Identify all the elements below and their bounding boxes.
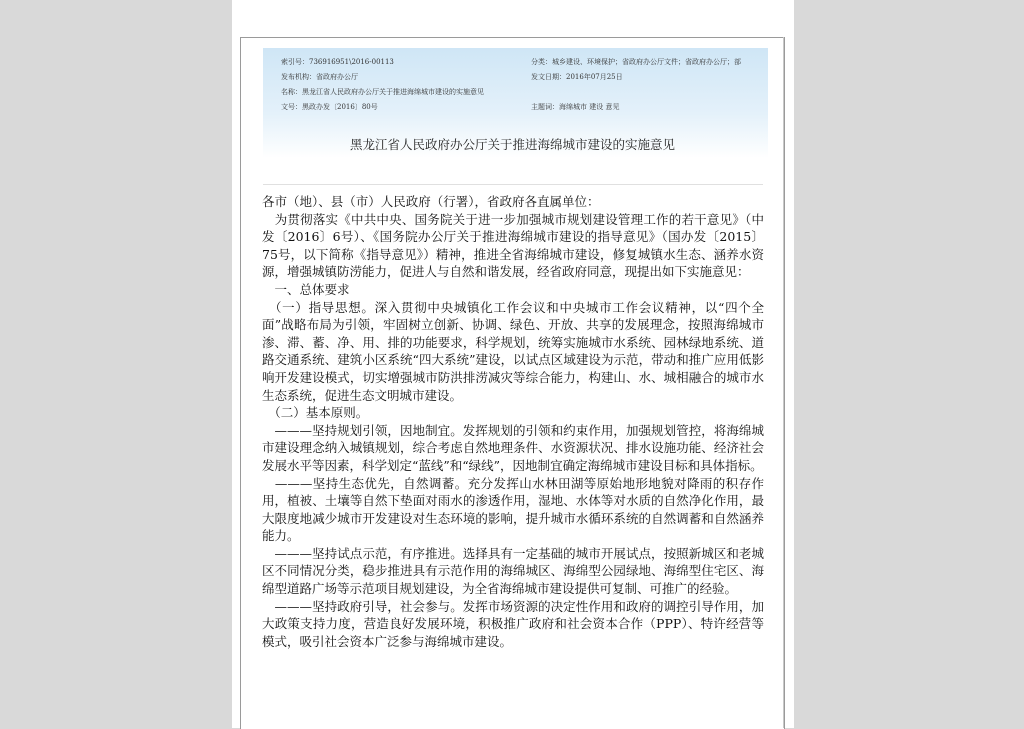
meta-date [531, 72, 623, 82]
meta-issuer [281, 72, 358, 82]
meta-name-label: 名称： [281, 88, 302, 96]
meta-subject [531, 102, 619, 112]
paragraph-guiding-ideology: （一）指导思想。深入贯彻中央城镇化工作会议和中央城市工作会议精神，以“四个全面”战略布局为引领，牢固树立创新、协调、绿色、开放、共享的发展理念，按照海绵城市渗、滞、蓄、净、用、排的功能要求，科学规划，统筹实施城市水系统、园林绿地系统、道路交通系统、建筑小区系统“四大系统”建设，以试点区域建设为示范，带动和推广应用低影响开发建设模式，切实增强城市防洪排涝减灾等综合能力，构建山、水、城相融合的城市水生态系统，促进生态文明城市建设。 [262, 299, 764, 403]
meta-index-label: 索引号： [281, 58, 309, 66]
paragraph-principle-government: ———坚持政府引导，社会参与。发挥市场资源的决定性作用和政府的调控引导作用，加大政策支持力度，营造良好发展环境，积极推广政府和社会资本合作（PPP）、特许经营等模式，吸引社会资本广泛参与海绵城市建设。 [262, 598, 764, 649]
paragraph-principle-pilot: ———坚持试点示范，有序推进。选择具有一定基础的城市开展试点，按照新城区和老城区不同情况分类，稳步推进具有示范作用的海绵城区、海绵型公园绿地、海绵型住宅区、海绵型道路广场等示范项目规划建设，为全省海绵城市建设提供可复制、可推广的经验。 [262, 545, 764, 597]
section-heading: 一、总体要求 [262, 281, 350, 297]
paragraph-principle-planning: ———坚持规划引领，因地制宜。发挥规划的引领和约束作用，加强规划管控，将海绵城市建设理念纳入城镇规划，综合考虑自然地理条件、水资源状况、排水设施功能、经济社会发展水平等因素，科学划定“蓝线”和“绿线”，因地制宜确定海绵城市建设目标和具体指标。 [262, 422, 764, 473]
meta-category [531, 57, 741, 67]
document-body [262, 193, 764, 650]
meta-date-label: 发文日期： [531, 73, 566, 81]
paragraph-principle-ecology: ———坚持生态优先，自然调蓄。充分发挥山水林田湖等原始地形地貌对降雨的积存作用，植被、土壤等自然下垫面对雨水的渗透作用，湿地、水体等对水质的自然净化作用，最大限度地减少城市开发建设对生态环境的影响，提升城市水循环系统的自然调蓄和自然涵养能力。 [262, 475, 764, 544]
meta-date-value: 2016年07月25日 [566, 73, 623, 81]
page-edge-shadow [783, 37, 784, 728]
meta-category-value: 城乡建设、环境保护；省政府办公厅文件；省政府办公厅；部 [552, 58, 741, 66]
meta-docno-value: 黑政办发〔2016〕80号 [302, 103, 378, 111]
meta-name [281, 87, 484, 97]
meta-issuer-value: 省政府办公厅 [316, 73, 358, 81]
document-page [240, 37, 785, 729]
salutation: 各市（地）、县（市）人民政府（行署），省政府各直属单位： [262, 194, 600, 209]
document-title: 黑龙江省人民政府办公厅关于推进海绵城市建设的实施意见 [349, 137, 675, 152]
paragraph-intro: 为贯彻落实《中共中央、国务院关于进一步加强城市规划建设管理工作的若干意见》（中发〔2016〕6号）、《国务院办公厅关于推进海绵城市建设的指导意见》（国办发〔2015〕75号，以下简称《指导意见》）精神，推进全省海绵城市建设，修复城镇水生态、涵养水资源，增强城镇防涝能力，促进人与自然和谐发展，经省政府同意，现提出如下实施意见： [262, 211, 764, 280]
meta-index-value: 736916951\2016-00113 [309, 58, 394, 66]
meta-name-value: 黑龙江省人民政府办公厅关于推进海绵城市建设的实施意见 [302, 88, 484, 96]
subsection-heading: （二）基本原则。 [262, 405, 369, 421]
meta-issuer-label: 发布机构： [281, 73, 316, 81]
meta-docno-label: 文号： [281, 103, 302, 111]
meta-docno [281, 102, 378, 112]
meta-index [281, 57, 394, 67]
title-divider [263, 184, 763, 185]
meta-subject-label: 主题词： [531, 103, 559, 111]
meta-subject-value: 海绵城市 建设 意见 [559, 103, 620, 111]
meta-category-label: 分类： [531, 58, 552, 66]
